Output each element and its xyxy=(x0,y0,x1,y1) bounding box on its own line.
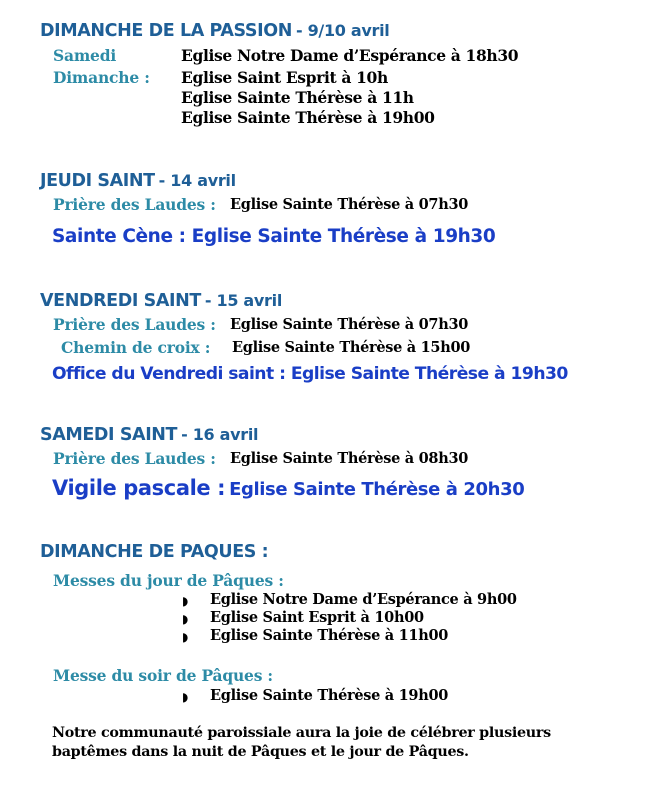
jeudi-highlight: Sainte Cène : Eglise Sainte Thérèse à 19h30 xyxy=(52,226,496,247)
samedi-title: SAMEDI SAINT xyxy=(40,425,178,445)
samedi-heading xyxy=(40,425,258,445)
vendredi-croix-label: Chemin de croix : xyxy=(61,338,211,357)
samedi-highlight-b: Eglise Sainte Thérèse à 20h30 xyxy=(229,479,525,500)
vendredi-date: - 15 avril xyxy=(204,291,283,310)
bullet-icon: ◗ xyxy=(182,690,189,704)
samedi-laudes-label: Prière des Laudes : xyxy=(53,449,216,468)
passion-row-1-value: Eglise Saint Esprit à 10h xyxy=(181,68,388,87)
note-line-1: Notre communauté paroissiale aura la joie de célébrer plusieurs xyxy=(52,725,551,741)
paques-jour-label: Messes du jour de Pâques : xyxy=(53,571,284,590)
passion-row-3-value: Eglise Sainte Thérèse à 19h00 xyxy=(181,108,435,127)
note-line-2: baptêmes dans la nuit de Pâques et le jour de Pâques. xyxy=(52,744,469,760)
paques-soir-label: Messe du soir de Pâques : xyxy=(53,666,273,685)
paques-jour-item-1: Eglise Saint Esprit à 10h00 xyxy=(210,609,424,626)
jeudi-laudes-value: Eglise Sainte Thérèse à 07h30 xyxy=(230,196,469,213)
vendredi-title: VENDREDI SAINT xyxy=(40,291,201,311)
passion-row-1-label: Dimanche : xyxy=(53,68,150,87)
bullet-icon: ◗ xyxy=(182,630,189,644)
vendredi-laudes-value: Eglise Sainte Thérèse à 07h30 xyxy=(230,316,469,333)
bullet-icon: ◗ xyxy=(182,612,189,626)
bullet-icon: ◗ xyxy=(182,594,189,608)
paques-soir-item-0: Eglise Sainte Thérèse à 19h00 xyxy=(210,687,449,704)
jeudi-heading xyxy=(40,171,236,191)
jeudi-laudes-label: Prière des Laudes : xyxy=(53,195,216,214)
jeudi-title: JEUDI SAINT xyxy=(40,171,155,191)
jeudi-date: - 14 avril xyxy=(158,171,236,190)
vendredi-heading xyxy=(40,291,282,311)
paques-jour-item-0: Eglise Notre Dame d’Espérance à 9h00 xyxy=(210,591,517,608)
passion-date: - 9/10 avril xyxy=(295,21,390,40)
samedi-highlight-a: Vigile pascale : xyxy=(52,476,226,500)
passion-title: DIMANCHE DE LA PASSION xyxy=(40,21,292,41)
passion-row-2-value: Eglise Sainte Thérèse à 11h xyxy=(181,88,414,107)
passion-heading xyxy=(40,21,389,41)
paques-title: DIMANCHE DE PAQUES : xyxy=(40,542,269,562)
samedi-date: - 16 avril xyxy=(181,425,259,444)
vendredi-croix-value: Eglise Sainte Thérèse à 15h00 xyxy=(232,339,471,356)
vendredi-laudes-label: Prière des Laudes : xyxy=(53,315,216,334)
samedi-laudes-value: Eglise Sainte Thérèse à 08h30 xyxy=(230,450,469,467)
passion-row-0-label: Samedi xyxy=(53,46,117,65)
samedi-highlight xyxy=(52,476,524,500)
paques-jour-item-2: Eglise Sainte Thérèse à 11h00 xyxy=(210,627,449,644)
passion-row-0-value: Eglise Notre Dame d’Espérance à 18h30 xyxy=(181,46,519,65)
vendredi-highlight: Office du Vendredi saint : Eglise Sainte Thérèse à 19h30 xyxy=(52,364,568,384)
